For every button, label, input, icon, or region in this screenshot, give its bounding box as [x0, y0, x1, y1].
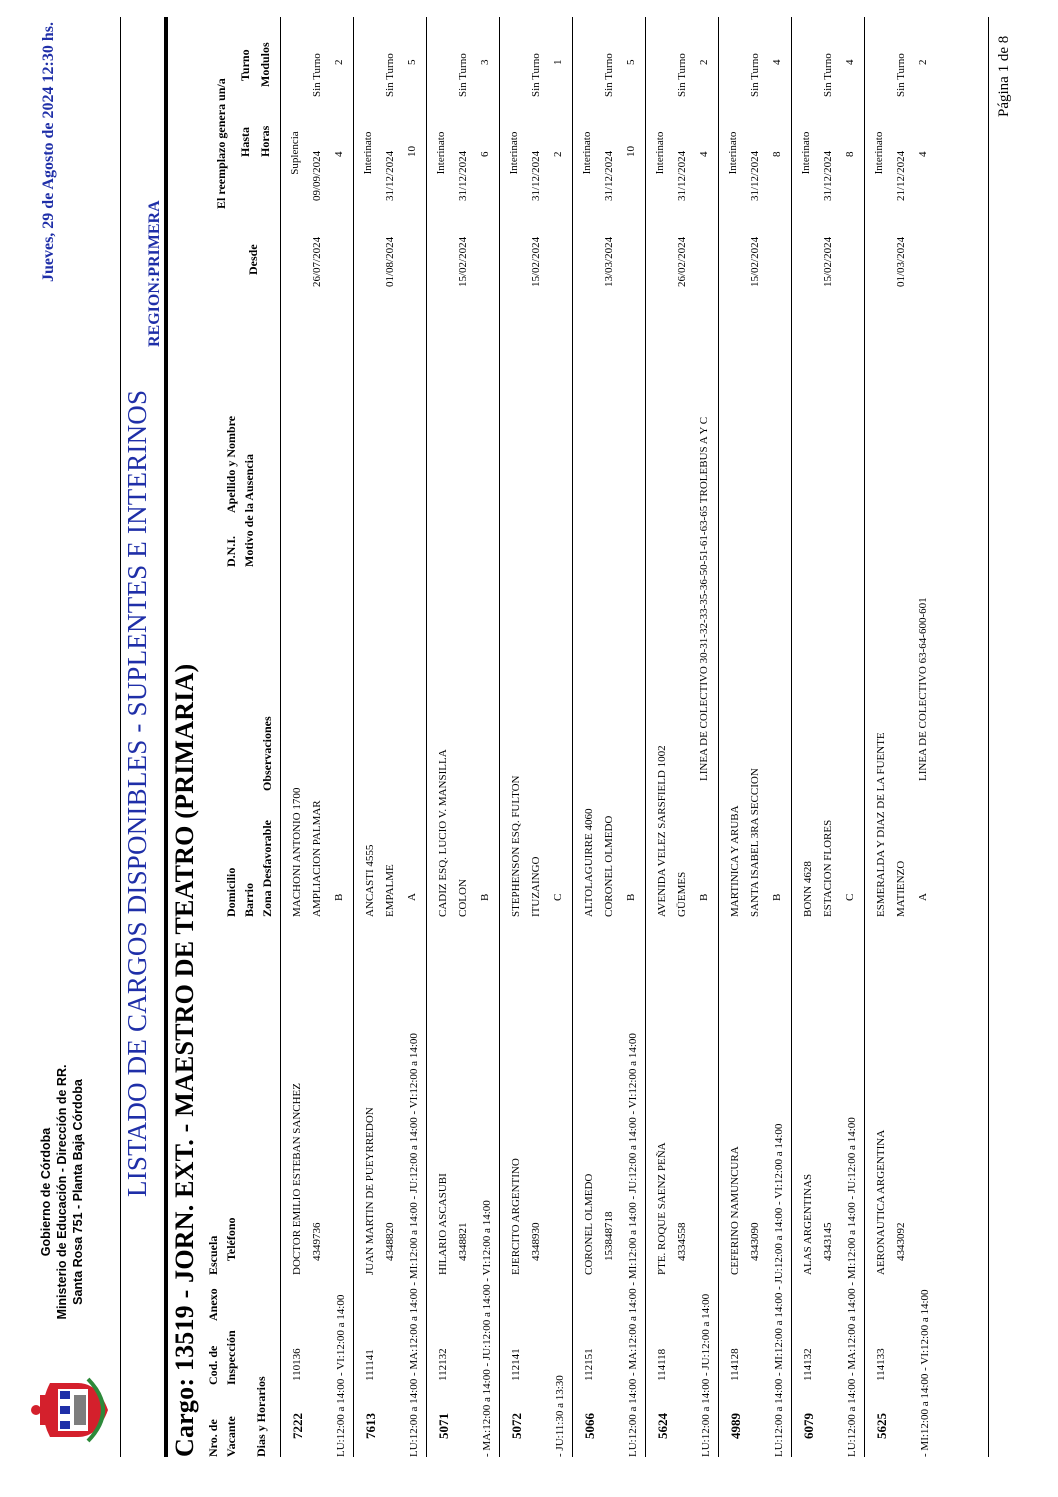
school-phone: 4343092 [895, 1222, 907, 1261]
school-name: PTE. ROQUE SAENZ PEÑA [656, 1142, 668, 1275]
address: MACHONI ANTONIO 1700 [291, 787, 303, 917]
school-name: CEFERINO NAMUNCURA [729, 1146, 741, 1275]
school-name: JUAN MARTIN DE PUEYRREDON [364, 1107, 376, 1275]
cod-inspeccion: 114118 [656, 1348, 668, 1381]
date-from: 26/02/2024 [676, 236, 688, 287]
school-name: EJERCITO ARGENTINO [510, 1158, 522, 1275]
shift: Sin Turno [895, 53, 907, 97]
col-turno: Turno [238, 49, 252, 81]
observations: LINEA DE COLECTIVO 30-31-32-33-35-36-50-51-61-63-65 TROLEBUS A Y C [698, 416, 710, 781]
report-date: Jueves, 29 de Agosto de 2024 12:30 hs. [40, 22, 57, 283]
neighborhood: CORONEL OLMEDO [603, 815, 615, 917]
neighborhood: EMPALME [384, 864, 396, 917]
shift: Sin Turno [311, 53, 323, 97]
col-desde: Desde [246, 244, 260, 275]
row-separator [499, 17, 500, 1457]
shift: Sin Turno [676, 53, 688, 97]
schedule: LU:12:00 a 14:00 - MA:12:00 a 14:00 - MI:12:00 a 14:00 - JU:12:00 a 14:00 - VI:12:00 a 14:00 [408, 1033, 420, 1457]
cod-inspeccion: 114133 [875, 1348, 887, 1381]
neighborhood: SANTA ISABEL 3RA SECCION [749, 768, 761, 917]
row-separator [353, 17, 354, 1457]
replacement-type: Interinato [435, 131, 447, 175]
school-name: CORONEL OLMEDO [583, 1173, 595, 1275]
col-nro: Nro. de [206, 1419, 220, 1457]
col-domicilio: Domicilio [224, 867, 238, 917]
school-phone: 4334558 [676, 1222, 688, 1261]
zone: B [479, 893, 491, 901]
page-title: LISTADO DE CARGOS DISPONIBLES - SUPLENTES E INTERINOS [122, 389, 152, 1197]
neighborhood: AMPLIACION PALMAR [311, 800, 323, 917]
shift: Sin Turno [457, 53, 469, 97]
schedule: - MI:12:00 a 14:00 - VI:12:00 a 14:00 [919, 1289, 931, 1457]
school-phone: 4348821 [457, 1222, 469, 1261]
cod-inspeccion: 110136 [291, 1348, 303, 1381]
zone: C [552, 893, 564, 901]
shift: Sin Turno [530, 53, 542, 97]
row-separator [864, 17, 865, 1457]
hours: 4 [917, 151, 929, 157]
cod-inspeccion: 112151 [583, 1348, 595, 1381]
date-from: 15/02/2024 [749, 236, 761, 287]
page-number: Página 1 de 8 [996, 35, 1012, 117]
replacement-type: Interinato [508, 131, 520, 175]
cod-inspeccion: 112141 [510, 1348, 522, 1381]
zone: A [917, 893, 929, 901]
modules: 4 [844, 59, 856, 65]
modules: 2 [698, 59, 710, 65]
zone: A [406, 893, 418, 901]
address: ANCASTI 4555 [364, 844, 376, 917]
school-name: DOCTOR EMILIO ESTEBAN SANCHEZ [291, 1083, 303, 1275]
neighborhood: GÜEMES [676, 871, 688, 917]
top-rule [120, 17, 121, 1457]
replacement-type: Suplencia [289, 131, 301, 175]
date-to: 31/12/2024 [676, 150, 688, 201]
schedule: - JU:11:30 a 13:30 [554, 1375, 566, 1457]
date-to: 31/12/2024 [457, 150, 469, 201]
col-dni: D.N.I. [224, 535, 238, 567]
date-to: 31/12/2024 [530, 150, 542, 201]
neighborhood: MATIENZO [895, 860, 907, 917]
modules: 5 [406, 59, 418, 65]
region-label: REGION:PRIMERA [146, 200, 163, 347]
row-separator [280, 17, 281, 1457]
date-to: 31/12/2024 [603, 150, 615, 201]
org-line-1: Gobierno de Córdoba [39, 1127, 53, 1257]
hours: 10 [625, 146, 637, 157]
date-from: 26/07/2024 [311, 236, 323, 287]
date-from: 13/03/2024 [603, 236, 615, 287]
vacante-number: 5072 [509, 1413, 524, 1439]
school-name: AERONAUTICA ARGENTINA [875, 1129, 887, 1275]
modules: 5 [625, 59, 637, 65]
vacante-number: 6079 [801, 1413, 816, 1439]
replacement-type: Interinato [654, 131, 666, 175]
organization-block [38, 1027, 86, 1357]
replacement-type: Interinato [362, 131, 374, 175]
row-separator [572, 17, 573, 1457]
vacante-number: 7222 [290, 1413, 305, 1439]
modules: 2 [917, 59, 929, 65]
school-phone: 4348930 [530, 1222, 542, 1261]
bottom-rule [988, 17, 989, 1457]
school-name: HILARIO ASCASUBI [437, 1173, 449, 1275]
replacement-type: Interinato [800, 131, 812, 175]
schedule: LU:12:00 a 14:00 - MA:12:00 a 14:00 - MI:12:00 a 14:00 - JU:12:00 a 14:00 [846, 1117, 858, 1457]
replacement-type: Interinato [727, 131, 739, 175]
col-dias: Dias y Horarios [254, 1376, 268, 1457]
school-phone: 4348820 [384, 1222, 396, 1261]
org-line-2: Ministerio de Educación - Dirección de RR. [55, 1064, 69, 1320]
vacante-number: 5624 [655, 1413, 670, 1439]
school-phone: 4343090 [749, 1222, 761, 1261]
cod-inspeccion: 111141 [364, 1349, 376, 1381]
date-from: 15/02/2024 [457, 236, 469, 287]
row-separator [645, 17, 646, 1457]
row-separator [791, 17, 792, 1457]
replacement-type: Interinato [873, 131, 885, 175]
col-apellido: Apellido y Nombre [224, 415, 238, 513]
hours: 2 [552, 151, 564, 157]
modules: 3 [479, 59, 491, 65]
zone: B [698, 893, 710, 901]
col-barrio: Barrio [242, 883, 256, 917]
date-to: 31/12/2024 [384, 150, 396, 201]
cod-inspeccion: 114128 [729, 1348, 741, 1381]
col-hasta: Hasta [238, 127, 252, 157]
col-telefono: Teléfono [224, 1217, 238, 1261]
col-horas: Horas [258, 125, 272, 157]
replacement-type: Interinato [581, 131, 593, 175]
observations: LINEA DE COLECTIVO 63-64-600-601 [917, 597, 929, 781]
shift: Sin Turno [384, 53, 396, 97]
shift: Sin Turno [749, 53, 761, 97]
col-reemplazo: El reemplazo genera un/a [214, 78, 228, 209]
vacante-number: 7613 [363, 1413, 378, 1439]
address: AVENIDA VELEZ SARSFIELD 1002 [656, 745, 668, 917]
col-cod: Cod. de [206, 1345, 220, 1385]
modules: 2 [333, 59, 345, 65]
school-phone: 4343145 [822, 1222, 834, 1261]
hours: 10 [406, 146, 418, 157]
cargo-heading: Cargo: 13519 - JORN. EXT. - MAESTRO DE TEATRO (PRIMARIA) [170, 663, 199, 1457]
zone: B [333, 893, 345, 901]
zone: B [625, 893, 637, 901]
zone: B [771, 893, 783, 901]
hours: 8 [844, 151, 856, 157]
date-to: 31/12/2024 [822, 150, 834, 201]
hours: 6 [479, 151, 491, 157]
col-inspeccion: Inspección [224, 1330, 238, 1385]
cod-inspeccion: 112132 [437, 1348, 449, 1381]
address: BONN 4628 [802, 861, 814, 917]
date-to: 21/12/2024 [895, 150, 907, 201]
col-motivo: Motivo de la Ausencia [242, 454, 256, 567]
address: STEPHENSON ESQ. FULTON [510, 775, 522, 917]
col-observaciones: Observaciones [260, 716, 274, 791]
date-from: 01/08/2024 [384, 236, 396, 287]
col-zona: Zona Desfavorable [260, 820, 274, 917]
hours: 8 [771, 151, 783, 157]
schedule: LU:12:00 a 14:00 - MA:12:00 a 14:00 - MI:12:00 a 14:00 - JU:12:00 a 14:00 - VI:12:00 a 14:00 [627, 1033, 639, 1457]
neighborhood: COLON [457, 879, 469, 917]
zone: C [844, 893, 856, 901]
school-phone: 4349736 [311, 1222, 323, 1261]
date-from: 15/02/2024 [530, 236, 542, 287]
col-vacante: Vacante [224, 1416, 238, 1457]
date-to: 31/12/2024 [749, 150, 761, 201]
modules: 4 [771, 59, 783, 65]
address: CADIZ ESQ. LUCIO V. MANSILLA [437, 749, 449, 917]
date-from: 15/02/2024 [822, 236, 834, 287]
row-separator [718, 17, 719, 1457]
vacante-number: 5625 [874, 1413, 889, 1439]
school-name: ALAS ARGENTINAS [802, 1173, 814, 1275]
hours: 4 [333, 151, 345, 157]
school-phone: 153848718 [603, 1211, 615, 1261]
vacante-number: 4989 [728, 1413, 743, 1439]
schedule: - MA:12:00 a 14:00 - JU:12:00 a 14:00 - VI:12:00 a 14:00 [481, 1200, 493, 1457]
vacante-number: 5066 [582, 1413, 597, 1439]
cod-inspeccion: 114132 [802, 1348, 814, 1381]
schedule: LU:12:00 a 14:00 - JU:12:00 a 14:00 [700, 1293, 712, 1457]
shift: Sin Turno [822, 53, 834, 97]
neighborhood: ITUZAINGO [530, 856, 542, 917]
vacante-number: 5071 [436, 1413, 451, 1439]
col-anexo: Anexo [206, 1288, 220, 1321]
date-from: 01/03/2024 [895, 236, 907, 287]
address: ESMERALDA Y DIAZ DE LA FUENTE [875, 732, 887, 917]
org-line-3: Santa Rosa 751 - Planta Baja Córdoba [71, 1079, 85, 1305]
coat-of-arms-icon [28, 1375, 110, 1445]
modules: 1 [552, 59, 564, 65]
date-to: 09/09/2024 [311, 150, 323, 201]
row-separator [426, 17, 427, 1457]
col-escuela: Escuela [206, 1235, 220, 1275]
title-bar [164, 17, 168, 1457]
col-modulos: Modulos [258, 42, 272, 87]
hours: 4 [698, 151, 710, 157]
neighborhood: ESTACION FLORES [822, 819, 834, 917]
shift: Sin Turno [603, 53, 615, 97]
address: ALTOLAGUIRRE 4060 [583, 808, 595, 917]
schedule: LU:12:00 a 14:00 - MI:12:00 a 14:00 - JU:12:00 a 14:00 - VI:12:00 a 14:00 [773, 1123, 785, 1457]
address: MARTINICA Y ARUBA [729, 805, 741, 917]
schedule: LU:12:00 a 14:00 - VI:12:00 a 14:00 [335, 1294, 347, 1457]
